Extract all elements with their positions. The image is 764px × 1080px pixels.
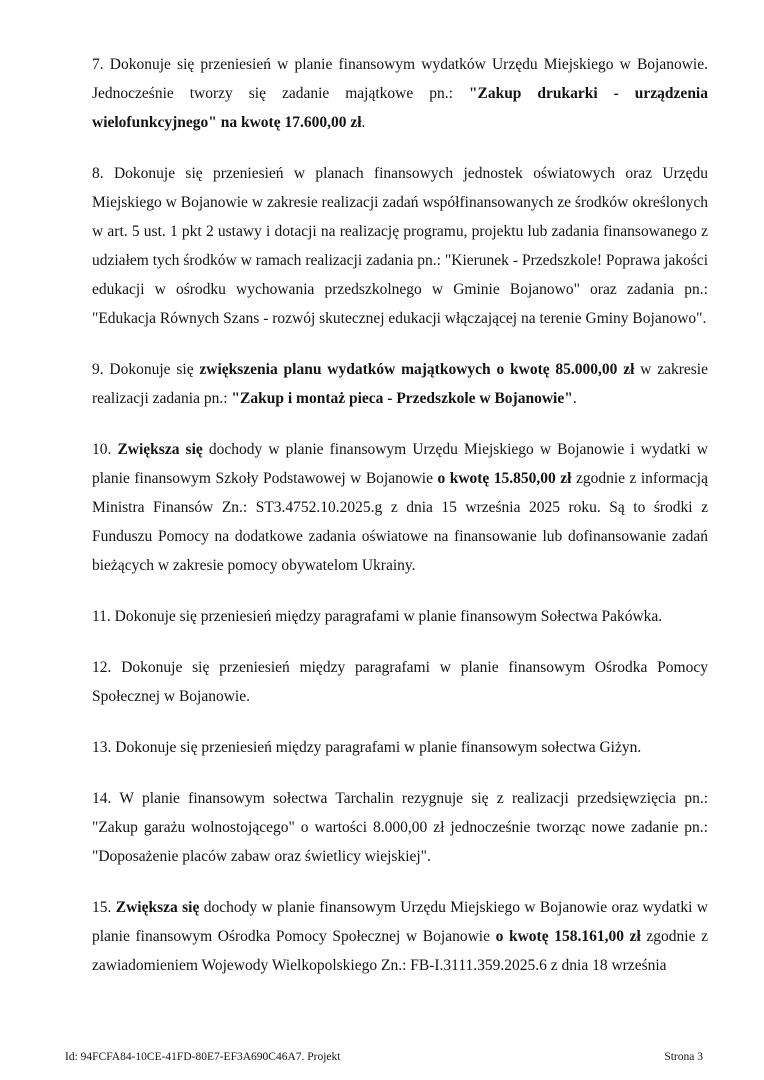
document-paragraph-7 <box>92 50 708 137</box>
page-number: Strona 3 <box>664 1051 703 1063</box>
text-run: dochody w planie finansowym Urzędu Miejskiego w Bojanowie i wydatki w planie finansowym Szkoły Podstawowej w Bojanowie <box>92 441 709 487</box>
text-run: o kwotę 15.850,00 zł <box>437 470 572 487</box>
text-run: Zwiększa się <box>115 899 200 916</box>
document-paragraph-11 <box>92 602 708 631</box>
text-run: 10. <box>92 441 118 458</box>
text-run: 8. Dokonuje się przeniesień w planach finansowych jednostek oświatowych oraz Urzędu Miejskiego w Bojanowie w zakresie realizacji zadań współfinansowanych ze środków określonych w art. 5 ust. 1 pkt 2 ustawy i dotacji na realizację programu, projektu lub zadania finansowanego z udziałem tych środków w ramach realizacji zadania pn.: "Kierunek - Przedszkole! Poprawa jakości edukacji w ośrodku wychowania przedszkolnego w Gminie Bojanowo" oraz zadania pn.: "Edukacja Równych Szans - rozwój skutecznej edukacji włączającej na terenie Gminy Bojanowo". <box>92 165 708 327</box>
text-run: 9. Dokonuje się <box>92 361 200 378</box>
text-run: zwiększenia planu wydatków majątkowych o kwotę 85.000,00 zł <box>199 361 635 378</box>
document-paragraph-8 <box>92 159 708 333</box>
document-paragraph-9 <box>92 355 708 413</box>
text-run: 15. <box>92 899 116 916</box>
text-run: 11. Dokonuje się przeniesień między paragrafami w planie finansowym Sołectwa Pakówka. <box>92 608 663 625</box>
text-run: zgodnie z informacją Ministra Finansów Zn.: ST3.4752.10.2025.g z dnia 15 września 2025 roku. Są to środki z Funduszu Pomocy na dodatkowe zadania oświatowe na finansowanie lub dofinansowanie zadań bieżących w zakresie pomocy obywatelom Ukrainy. <box>92 470 708 574</box>
page-footer <box>65 1051 703 1063</box>
document-paragraph-10 <box>92 435 708 580</box>
text-run: "Zakup drukarki - urządzenia wielofunkcyjnego" na kwotę 17.600,00 zł <box>92 85 708 131</box>
text-run: 14. W planie finansowym sołectwa Tarchalin rezygnuje się z realizacji przedsięwzięcia pn.: "Zakup garażu wolnostojącego" o wartości 8.000,00 zł jednocześnie tworząc nowe zadanie pn.: "Doposażenie placów zabaw oraz świetlicy wiejskiej". <box>92 790 708 865</box>
text-run: dochody w planie finansowym Urzędu Miejskiego w Bojanowie oraz wydatki w planie finansowym Ośrodka Pomocy Społecznej w Bojanowie <box>92 899 708 945</box>
document-id: Id: 94FCFA84-10CE-41FD-80E7-EF3A690C46A7. Projekt <box>65 1051 341 1063</box>
text-run: . <box>572 390 577 407</box>
text-run: 7. Dokonuje się przeniesień w planie finansowym wydatków Urzędu Miejskiego w Bojanowie. Jednocześnie tworzy się zadanie majątkowe pn.: <box>92 56 708 102</box>
document-paragraph-13 <box>92 733 708 762</box>
text-run: zgodnie z zawiadomieniem Wojewody Wielkopolskiego Zn.: FB-I.3111.359.2025.6 z dnia 18 września <box>92 928 708 974</box>
text-run: 13. Dokonuje się przeniesień między paragrafami w planie finansowym sołectwa Giżyn. <box>92 739 642 756</box>
document-body <box>92 50 708 1002</box>
document-paragraph-15 <box>92 893 708 980</box>
text-run: Zwiększa się <box>117 441 203 458</box>
text-run: w zakresie realizacji zadania pn.: <box>92 361 708 407</box>
text-run: . <box>361 114 366 131</box>
text-run: "Zakup i montaż pieca - Przedszkole w Bojanowie" <box>231 390 573 407</box>
text-run: o kwotę 158.161,00 zł <box>495 928 641 945</box>
document-paragraph-14 <box>92 784 708 871</box>
text-run: 12. Dokonuje się przeniesień między paragrafami w planie finansowym Ośrodka Pomocy Społecznej w Bojanowie. <box>92 659 708 705</box>
document-paragraph-12 <box>92 653 708 711</box>
